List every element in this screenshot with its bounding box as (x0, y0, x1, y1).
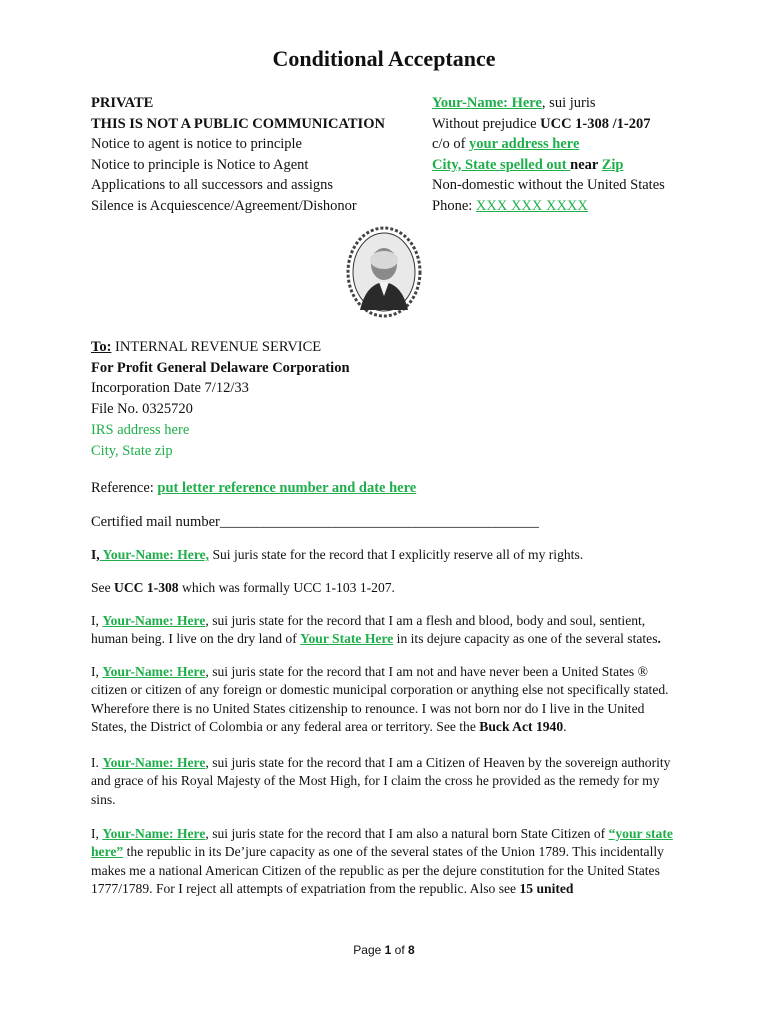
p6-text-a: , sui juris state for the record that I am also a natural born State Citizen of (205, 826, 609, 841)
address-placeholder: your address here (469, 136, 580, 152)
agency-name: INTERNAL REVENUE SERVICE (111, 339, 322, 355)
header-left (91, 93, 385, 216)
p3-state-placeholder: Your State Here (300, 631, 394, 647)
p1-i: I, (91, 547, 100, 562)
footer-page-number: 1 (384, 943, 392, 957)
not-public-label: THIS IS NOT A PUBLIC COMMUNICATION (91, 115, 385, 132)
p6-i: I, (91, 826, 103, 841)
name-line (432, 93, 665, 114)
name-placeholder: Your-Name: Here (432, 95, 542, 111)
notice-agent-line: Notice to agent is notice to principle (91, 136, 302, 152)
nondomestic-line: Non-domestic without the United States (432, 177, 665, 193)
document-title: Conditional Acceptance (272, 46, 496, 71)
p5-name-placeholder: Your-Name: Here (102, 755, 206, 770)
phone-prefix: Phone: (432, 197, 476, 214)
prejudice-ucc: UCC 1-308 /1-207 (540, 115, 651, 132)
p5-i: I. (91, 755, 103, 770)
footer-page-total: 8 (408, 943, 415, 957)
footer-of: of (391, 943, 409, 957)
p4-name-placeholder: Your-Name: Here (102, 664, 206, 679)
p4-act: Buck Act 1940 (479, 718, 564, 734)
address-line (432, 134, 665, 155)
to-line (91, 337, 350, 358)
name-suffix: , sui juris (541, 95, 596, 111)
phone-placeholder: XXX XXX XXXX (475, 197, 588, 214)
prejudice-line (432, 114, 665, 135)
prejudice-prefix: Without prejudice (432, 115, 541, 132)
irs-city-placeholder: City, State zip (91, 442, 173, 459)
applications-line: Applications to all successors and assigns (91, 177, 334, 193)
near-label: near (570, 156, 602, 173)
p1-name-placeholder: Your-Name: Here, (99, 547, 210, 562)
george-washington-portrait-icon (346, 226, 422, 318)
corp-line: For Profit General Delaware Corporation (91, 359, 350, 376)
file-no-line: File No. 0325720 (91, 401, 193, 418)
p6-text-b: the republic in its De’jure capacity as one of the several states of the Union 1789. This incidentally makes me a national American Citizen of the republic as per the dejure constitution for the United States 1777/1789. For I reject all attempts of expatriation from the republic. Also see (91, 844, 664, 896)
p4-text: , sui juris state for the record that I am not and have never been a United States ® citizen or citizen of any foreign or domestic municipal corporation or anything else not specifically stated. Wherefore there is no United States citizenship to renounce. I was not born nor do I live in the United States, the District of Colombia or any federal area or territory. See the (91, 664, 669, 734)
p1-text: Sui juris state for the record that I explicitly reserve all of my rights. (209, 547, 584, 562)
notice-principle-line: Notice to principle is Notice to Agent (91, 156, 309, 173)
p2-see: See (91, 580, 115, 595)
footer-page-label: Page (353, 943, 385, 957)
paragraph-1 (91, 546, 681, 564)
p5-text: , sui juris state for the record that I am a Citizen of Heaven by the sovereign authority and grace of his Royal Majesty of the Most High, for I claim the cross he provided as the remedy for my sins. (91, 755, 671, 807)
p6-end: 15 united (519, 880, 574, 896)
certified-mail-line: Certified mail number____________________________________________ (91, 514, 539, 530)
p6-state-placeholder: “your state here” (91, 826, 673, 860)
silence-line: Silence is Acquiescence/Agreement/Dishonor (91, 197, 357, 214)
page-footer (0, 943, 768, 957)
paragraph-6 (91, 825, 681, 898)
recipient-block (91, 337, 350, 461)
co-prefix: c/o of (432, 136, 470, 152)
phone-line (432, 196, 665, 217)
p2-text: which was formally UCC 1-103 1-207. (178, 580, 395, 595)
city-placeholder: City, State spelled out (432, 156, 571, 173)
inc-date-line: Incorporation Date 7/12/33 (91, 380, 249, 397)
reference-label: Reference: (91, 480, 158, 496)
p4-end: . (563, 718, 567, 734)
p6-name-placeholder: Your-Name: Here (102, 826, 206, 841)
p3-i: I, (91, 613, 103, 628)
p2-ucc: UCC 1-308 (114, 580, 179, 595)
city-line (432, 155, 665, 176)
reference-line (91, 480, 416, 497)
p3-name-placeholder: Your-Name: Here (102, 613, 206, 628)
paragraph-2 (91, 579, 681, 597)
p3-dot: . (657, 631, 661, 647)
irs-address-placeholder: IRS address here (91, 421, 190, 438)
to-label: To: (91, 339, 112, 355)
zip-placeholder: Zip (601, 156, 624, 173)
header-right (432, 93, 665, 216)
private-label: PRIVATE (91, 95, 154, 111)
p3-text-b: in its dejure capacity as one of the several states (393, 631, 658, 647)
paragraph-4 (91, 663, 681, 736)
paragraph-3 (91, 612, 681, 649)
p3-text-a: , sui juris state for the record that I am a flesh and blood, body and soul, sentient, human being. I live on the dry land of (91, 613, 646, 647)
reference-placeholder: put letter reference number and date here (157, 480, 417, 496)
p4-i: I, (91, 664, 103, 679)
paragraph-5 (91, 754, 681, 809)
